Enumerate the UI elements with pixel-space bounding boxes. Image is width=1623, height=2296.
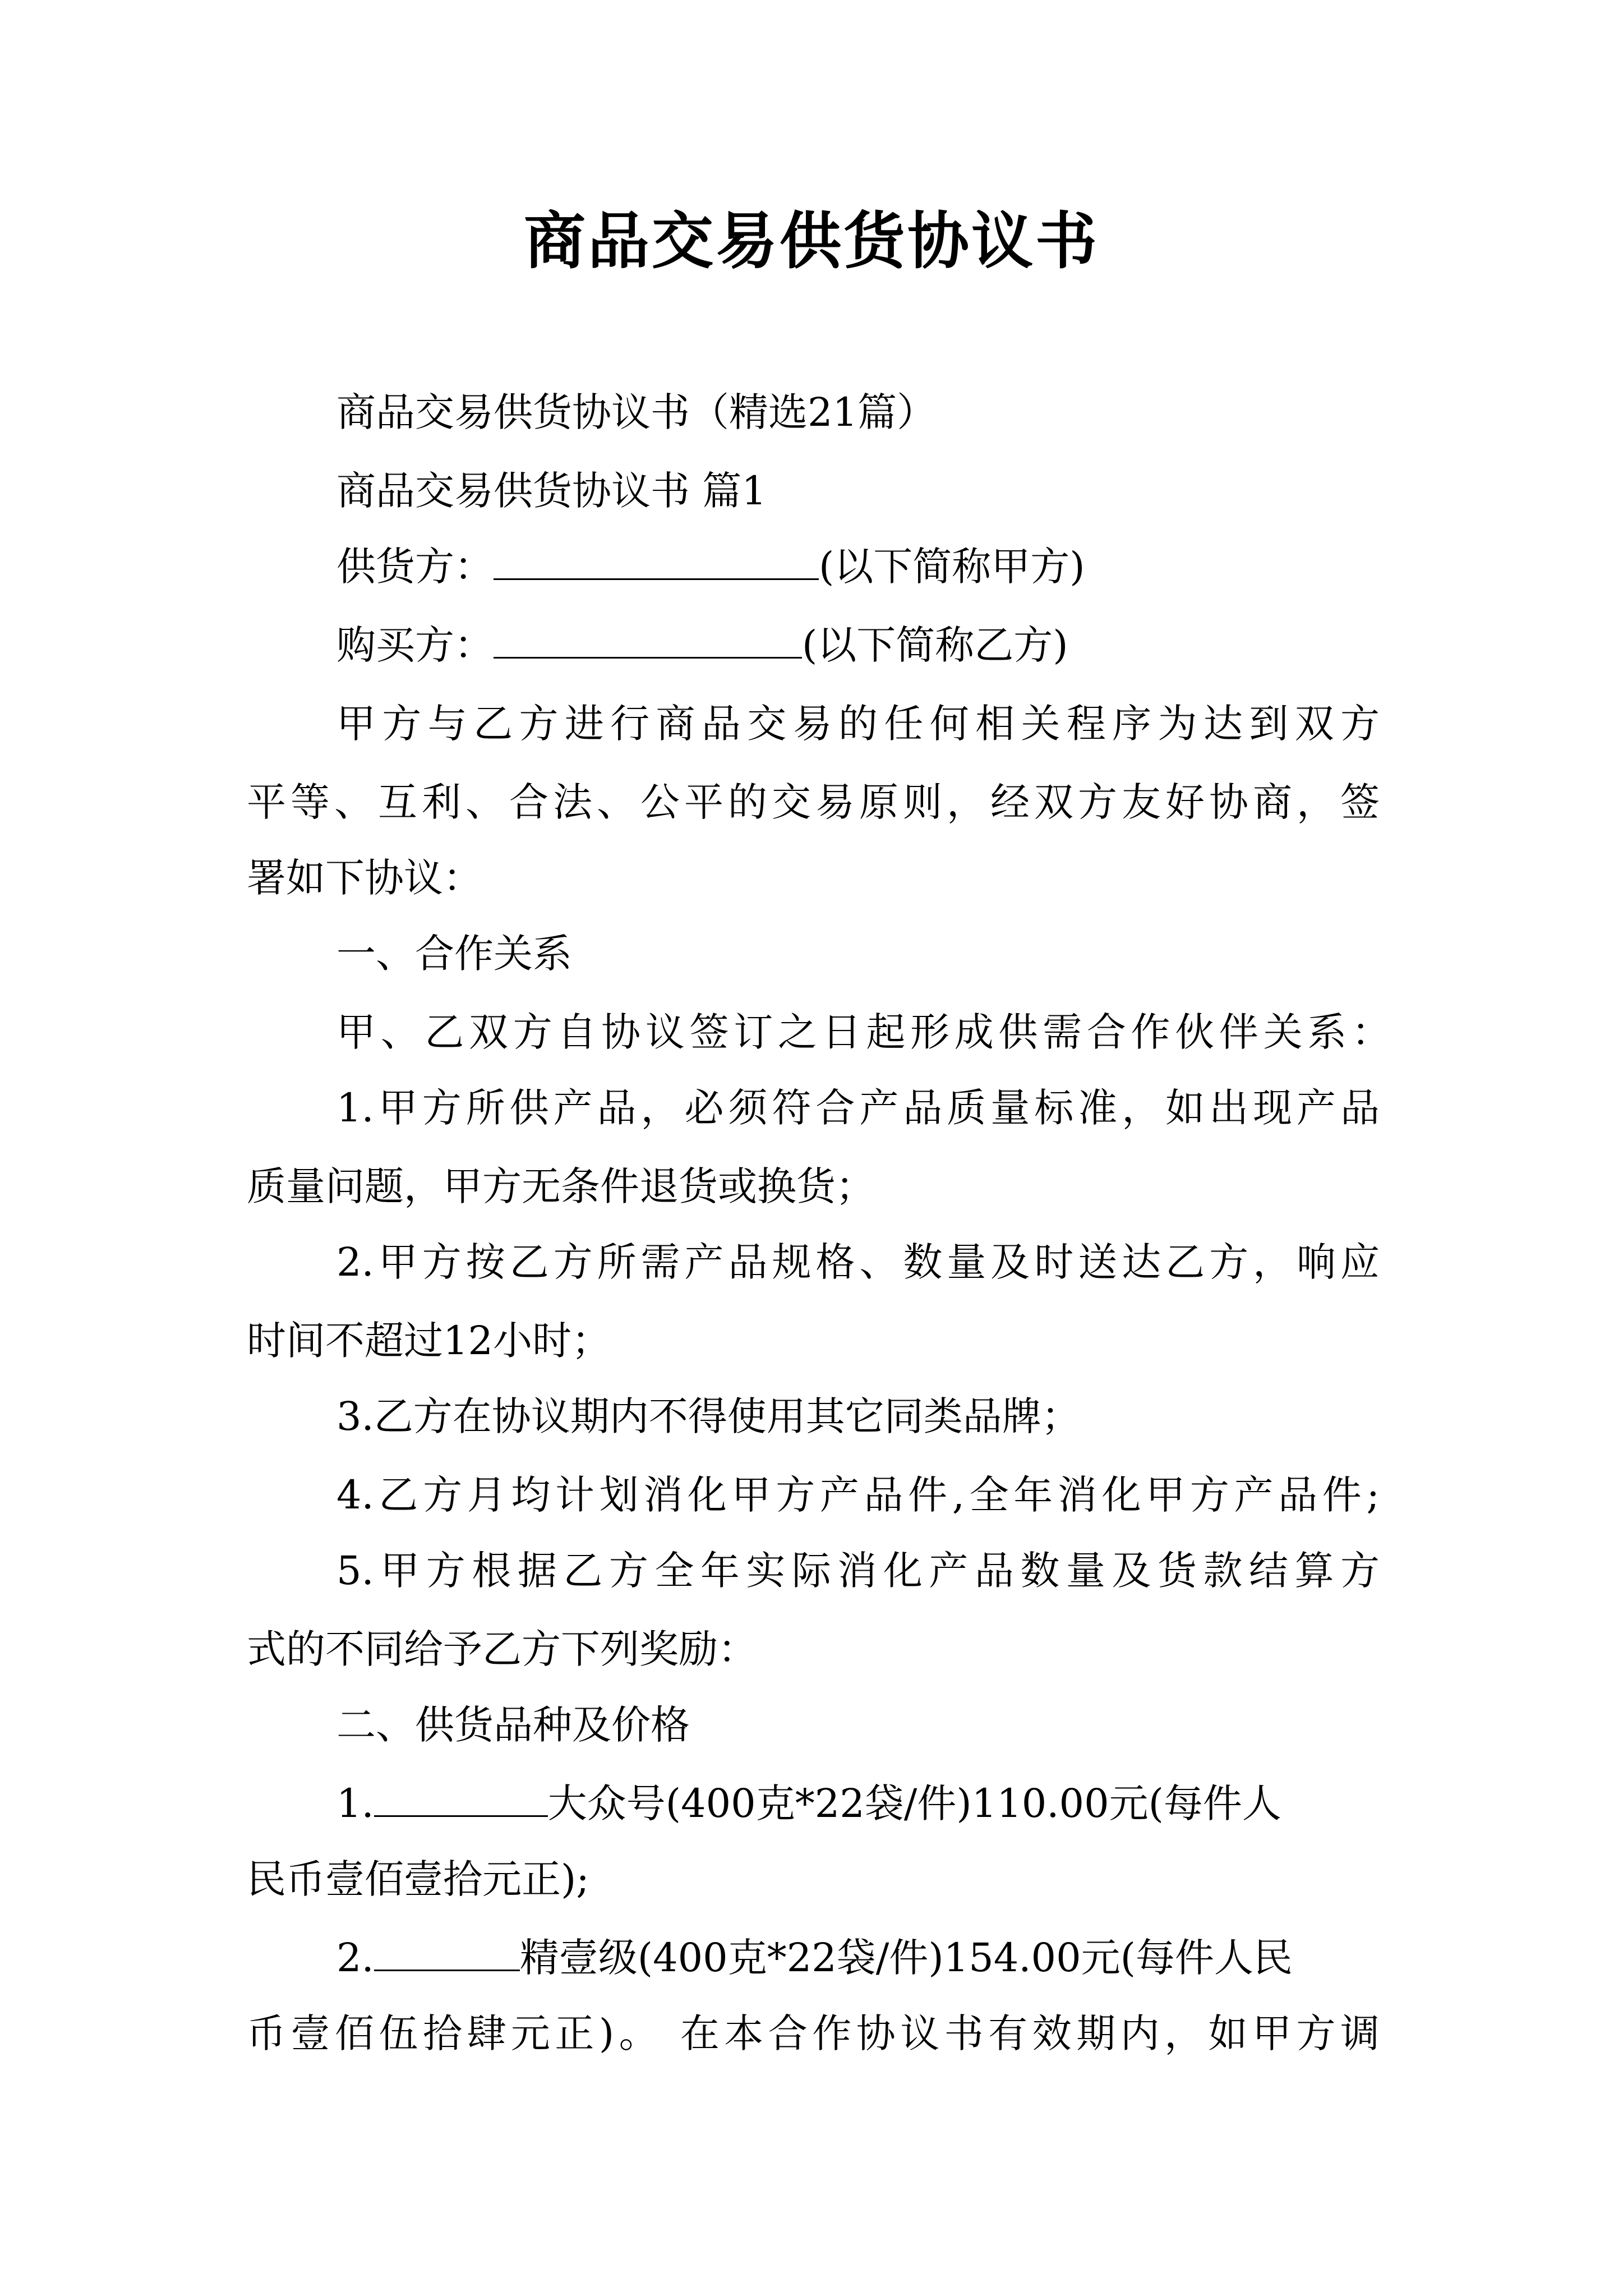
part2-item1-blank	[374, 1776, 548, 1817]
document-title: 商品交易供货协议书	[524, 205, 1099, 277]
part2-item1-line2: 民币壹佰壹拾元正);	[247, 1856, 589, 1902]
part1-lead: 甲、乙双方自协议签订之日起形成供需合作伙伴关系：	[336, 1009, 1391, 1055]
intro-line-2: 平等、互利、合法、公平的交易原则，经双方友好协商，签	[247, 779, 1380, 825]
part2-item2-text: 精壹级(400克*22袋/件)154.00元(每件人民	[519, 1935, 1293, 1981]
document-subtitle: 商品交易供货协议书（精选21篇）	[336, 389, 937, 435]
part1-item2-line1: 2.甲方按乙方所需产品规格、数量及时送达乙方，响应	[336, 1239, 1380, 1285]
buyer-label: 购买方：	[336, 622, 494, 668]
part2-item1-prefix: 1.	[336, 1780, 374, 1826]
part1-item5-line1: 5.甲方根据乙方全年实际消化产品数量及货款结算方	[336, 1548, 1380, 1594]
supplier-suffix: (以下简称甲方)	[819, 544, 1085, 590]
part2-item2-blank	[374, 1930, 520, 1971]
buyer-line	[336, 614, 1068, 676]
part2-item2-prefix: 2.	[336, 1935, 374, 1981]
part1-item1-line1: 1.甲方所供产品，必须符合产品质量标准，如出现产品	[336, 1085, 1380, 1131]
part2-item1-line1	[336, 1773, 1281, 1834]
buyer-suffix: (以下简称乙方)	[802, 622, 1068, 668]
intro-line-1: 甲方与乙方进行商品交易的任何相关程序为达到双方	[336, 701, 1380, 747]
part2-item2-line1	[336, 1927, 1293, 1989]
supplier-label: 供货方：	[336, 544, 494, 590]
part1-heading: 一、合作关系	[336, 931, 572, 977]
section-heading: 商品交易供货协议书 篇1	[336, 468, 767, 514]
buyer-blank	[494, 618, 802, 659]
part1-item2-line2: 时间不超过12小时；	[247, 1318, 611, 1364]
intro-line-3: 署如下协议：	[247, 855, 482, 901]
supplier-line	[336, 536, 1085, 597]
part1-item1-line2: 质量问题，甲方无条件退货或换货；	[247, 1163, 875, 1209]
part1-item5-line2: 式的不同给予乙方下列奖励：	[247, 1626, 757, 1672]
part2-item1-text: 大众号(400克*22袋/件)110.00元(每件人	[547, 1780, 1281, 1826]
part2-item2-line2: 币壹佰伍拾肆元正)。 在本合作协议书有效期内，如甲方调	[247, 2010, 1380, 2056]
part2-heading: 二、供货品种及价格	[336, 1702, 690, 1748]
part1-item4: 4.乙方月均计划消化甲方产品件,全年消化甲方产品件;	[336, 1472, 1380, 1518]
part1-item3: 3.乙方在协议期内不得使用其它同类品牌；	[336, 1393, 1081, 1439]
supplier-blank	[494, 539, 819, 580]
